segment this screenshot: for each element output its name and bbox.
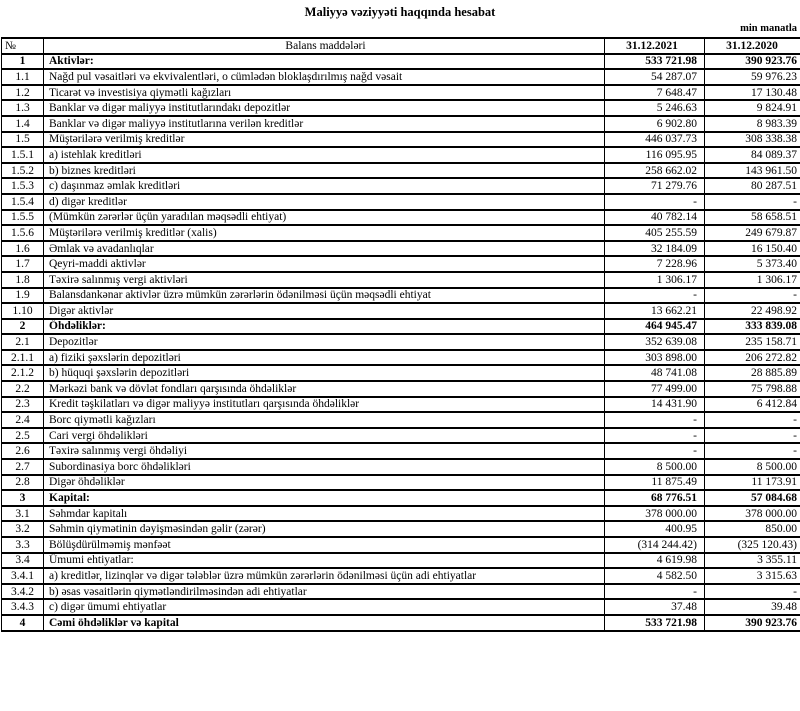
row-value-2021: 4 619.98 [605, 553, 705, 569]
unit-note: min manatla [740, 23, 797, 34]
column-header-items: Balans maddələri [44, 38, 605, 54]
row-number: 1.10 [2, 303, 44, 319]
table-row [2, 459, 800, 475]
row-value-2020: 308 338.38 [705, 132, 800, 148]
table-row [2, 397, 800, 413]
row-value-2021: - [605, 443, 705, 459]
table-row [2, 584, 800, 600]
row-label: Subordinasiya borc öhdəlikləri [44, 459, 605, 475]
row-label: Səhmin qiymətinin dəyişməsindən gəlir (zərər) [44, 521, 605, 537]
row-label: Nağd pul vəsaitləri və ekvivalentləri, o cümlədən bloklaşdırılmış nağd vəsait [44, 69, 605, 85]
row-value-2021: - [605, 412, 705, 428]
row-number: 3.4 [2, 553, 44, 569]
table-row [2, 365, 800, 381]
table-row [2, 334, 800, 350]
row-number: 2.7 [2, 459, 44, 475]
row-value-2021: - [605, 584, 705, 600]
row-number: 1.3 [2, 100, 44, 116]
row-number: 1.6 [2, 241, 44, 257]
row-value-2020: 84 089.37 [705, 147, 800, 163]
row-label: Təxirə salınmış vergi aktivləri [44, 272, 605, 288]
row-number: 1.5.2 [2, 163, 44, 179]
row-value-2020: 57 084.68 [705, 490, 800, 506]
row-value-2021: 54 287.07 [605, 69, 705, 85]
row-value-2020: 22 498.92 [705, 303, 800, 319]
row-value-2020: 17 130.48 [705, 85, 800, 101]
row-value-2020: 249 679.87 [705, 225, 800, 241]
row-label: Aktivlər: [44, 54, 605, 70]
row-label: b) əsas vəsaitlərin qiymətləndirilməsindən adi ehtiyatlar [44, 584, 605, 600]
row-value-2020: 6 412.84 [705, 397, 800, 413]
row-number: 1.8 [2, 272, 44, 288]
table-row [2, 490, 800, 506]
row-value-2020: 390 923.76 [705, 54, 800, 70]
row-label: Təxirə salınmış vergi öhdəliyi [44, 443, 605, 459]
row-label: Səhmdar kapitalı [44, 506, 605, 522]
row-number: 1.5.3 [2, 178, 44, 194]
row-value-2021: 400.95 [605, 521, 705, 537]
row-value-2021: - [605, 288, 705, 304]
table-row [2, 54, 800, 70]
row-number: 1.7 [2, 256, 44, 272]
row-label: a) kreditlər, lizinqlər və digər tələblər üzrə mümkün zərərlərin ödənilməsi üçün adi ehtiyatlar [44, 568, 605, 584]
balance-sheet-table [1, 37, 800, 632]
table-row [2, 288, 800, 304]
page-title: Maliyyə vəziyyəti haqqında hesabat [304, 5, 496, 19]
row-value-2021: 77 499.00 [605, 381, 705, 397]
row-value-2021: 303 898.00 [605, 350, 705, 366]
row-value-2020: - [705, 443, 800, 459]
row-value-2021: 7 648.47 [605, 85, 705, 101]
table-row [2, 241, 800, 257]
row-label: Ticarət və investisiya qiymətli kağızları [44, 85, 605, 101]
row-number: 3.4.3 [2, 599, 44, 615]
row-value-2021: (314 244.42) [605, 537, 705, 553]
row-value-2021: 7 228.96 [605, 256, 705, 272]
row-value-2020: 28 885.89 [705, 365, 800, 381]
row-value-2021: 40 782.14 [605, 210, 705, 226]
row-value-2021: 378 000.00 [605, 506, 705, 522]
row-value-2021: 352 639.08 [605, 334, 705, 350]
row-value-2021: 533 721.98 [605, 54, 705, 70]
row-value-2021: 116 095.95 [605, 147, 705, 163]
table-row [2, 69, 800, 85]
table-row [2, 116, 800, 132]
row-value-2020: 206 272.82 [705, 350, 800, 366]
table-row [2, 85, 800, 101]
column-header-no: № [2, 38, 44, 54]
table-row [2, 272, 800, 288]
row-number: 2.1.2 [2, 365, 44, 381]
row-value-2020: 850.00 [705, 521, 800, 537]
row-number: 2 [2, 319, 44, 335]
row-number: 2.1 [2, 334, 44, 350]
row-number: 2.5 [2, 428, 44, 444]
row-value-2021: 48 741.08 [605, 365, 705, 381]
table-row [2, 319, 800, 335]
row-value-2021: 533 721.98 [605, 615, 705, 631]
row-label: Mərkəzi bank və dövlət fondları qarşısında öhdəliklər [44, 381, 605, 397]
row-value-2020: 390 923.76 [705, 615, 800, 631]
row-label: Bölüşdürülməmiş mənfəət [44, 537, 605, 553]
row-value-2020: 3 315.63 [705, 568, 800, 584]
row-label: Müştərilərə verilmiş kreditlər [44, 132, 605, 148]
row-label: Digər öhdəliklər [44, 475, 605, 491]
row-label: (Mümkün zərərlər üçün yaradılan məqsədli ehtiyat) [44, 210, 605, 226]
row-value-2021: 37.48 [605, 599, 705, 615]
row-value-2020: 3 355.11 [705, 553, 800, 569]
row-value-2020: 5 373.40 [705, 256, 800, 272]
row-value-2021: 14 431.90 [605, 397, 705, 413]
table-row [2, 178, 800, 194]
row-label: Öhdəliklər: [44, 319, 605, 335]
table-header-row [2, 38, 800, 54]
table-row [2, 256, 800, 272]
row-value-2020: 333 839.08 [705, 319, 800, 335]
row-number: 1.4 [2, 116, 44, 132]
row-label: Cəmi öhdəliklər və kapital [44, 615, 605, 631]
table-row [2, 100, 800, 116]
row-value-2020: 39.48 [705, 599, 800, 615]
row-label: Kapital: [44, 490, 605, 506]
column-header-2020: 31.12.2020 [705, 38, 800, 54]
table-row [2, 475, 800, 491]
table-row [2, 194, 800, 210]
row-number: 4 [2, 615, 44, 631]
table-row [2, 443, 800, 459]
row-value-2021: 405 255.59 [605, 225, 705, 241]
row-label: c) daşınmaz əmlak kreditləri [44, 178, 605, 194]
row-value-2021: 446 037.73 [605, 132, 705, 148]
row-value-2020: 1 306.17 [705, 272, 800, 288]
row-label: a) fiziki şəxslərin depozitləri [44, 350, 605, 366]
row-value-2020: - [705, 428, 800, 444]
row-value-2020: - [705, 194, 800, 210]
row-label: Ümumi ehtiyatlar: [44, 553, 605, 569]
row-value-2020: - [705, 288, 800, 304]
row-label: c) digər ümumi ehtiyatlar [44, 599, 605, 615]
row-value-2020: 143 961.50 [705, 163, 800, 179]
row-value-2021: 6 902.80 [605, 116, 705, 132]
row-number: 2.6 [2, 443, 44, 459]
row-label: Müştərilərə verilmiş kreditlər (xalis) [44, 225, 605, 241]
table-row [2, 381, 800, 397]
row-number: 3 [2, 490, 44, 506]
row-value-2021: 5 246.63 [605, 100, 705, 116]
row-number: 1.2 [2, 85, 44, 101]
row-number: 2.2 [2, 381, 44, 397]
row-label: Banklar və digər maliyyə institutlarındakı depozitlər [44, 100, 605, 116]
row-label: Borc qiymətli kağızları [44, 412, 605, 428]
row-number: 2.8 [2, 475, 44, 491]
table-row [2, 428, 800, 444]
row-value-2021: 258 662.02 [605, 163, 705, 179]
table-row [2, 350, 800, 366]
row-number: 2.4 [2, 412, 44, 428]
row-label: a) istehlak kreditləri [44, 147, 605, 163]
table-row [2, 553, 800, 569]
row-value-2020: - [705, 412, 800, 428]
row-number: 3.4.2 [2, 584, 44, 600]
table-row [2, 132, 800, 148]
table-row [2, 225, 800, 241]
table-row [2, 568, 800, 584]
row-value-2021: - [605, 428, 705, 444]
row-value-2020: 235 158.71 [705, 334, 800, 350]
row-number: 1.5.4 [2, 194, 44, 210]
row-label: Depozitlər [44, 334, 605, 350]
table-row [2, 537, 800, 553]
row-value-2020: 80 287.51 [705, 178, 800, 194]
row-value-2020: (325 120.43) [705, 537, 800, 553]
row-number: 1.5.1 [2, 147, 44, 163]
row-number: 1 [2, 54, 44, 70]
row-number: 1.5.5 [2, 210, 44, 226]
table-row [2, 599, 800, 615]
row-label: d) digər kreditlər [44, 194, 605, 210]
row-value-2020: 378 000.00 [705, 506, 800, 522]
row-label: Qeyri-maddi aktivlər [44, 256, 605, 272]
row-value-2020: 58 658.51 [705, 210, 800, 226]
row-value-2020: 8 500.00 [705, 459, 800, 475]
row-value-2021: 13 662.21 [605, 303, 705, 319]
table-row [2, 303, 800, 319]
table-row [2, 412, 800, 428]
row-value-2021: - [605, 194, 705, 210]
row-value-2020: 59 976.23 [705, 69, 800, 85]
table-row [2, 615, 800, 631]
row-value-2021: 11 875.49 [605, 475, 705, 491]
row-value-2020: 75 798.88 [705, 381, 800, 397]
row-number: 1.1 [2, 69, 44, 85]
column-header-2021: 31.12.2021 [605, 38, 705, 54]
table-row [2, 147, 800, 163]
row-value-2021: 4 582.50 [605, 568, 705, 584]
row-label: Cari vergi öhdəlikləri [44, 428, 605, 444]
row-label: Digər aktivlər [44, 303, 605, 319]
table-row [2, 163, 800, 179]
row-label: Kredit təşkilatları və digər maliyyə institutları qarşısında öhdəliklər [44, 397, 605, 413]
row-number: 1.5.6 [2, 225, 44, 241]
row-value-2021: 464 945.47 [605, 319, 705, 335]
row-number: 1.5 [2, 132, 44, 148]
row-label: b) hüquqi şəxslərin depozitləri [44, 365, 605, 381]
row-label: b) biznes kreditləri [44, 163, 605, 179]
row-number: 3.2 [2, 521, 44, 537]
table-row [2, 210, 800, 226]
row-value-2021: 1 306.17 [605, 272, 705, 288]
row-value-2021: 71 279.76 [605, 178, 705, 194]
row-number: 3.3 [2, 537, 44, 553]
table-row [2, 521, 800, 537]
row-number: 1.9 [2, 288, 44, 304]
row-number: 3.1 [2, 506, 44, 522]
row-value-2020: 8 983.39 [705, 116, 800, 132]
row-value-2020: 16 150.40 [705, 241, 800, 257]
row-value-2020: 11 173.91 [705, 475, 800, 491]
row-number: 2.3 [2, 397, 44, 413]
row-label: Balansdankənar aktivlər üzrə mümkün zərərlərin ödənilməsi üçün məqsədli ehtiyat [44, 288, 605, 304]
row-value-2021: 8 500.00 [605, 459, 705, 475]
row-number: 3.4.1 [2, 568, 44, 584]
row-label: Banklar və digər maliyyə institutlarına verilən kreditlər [44, 116, 605, 132]
row-label: Əmlak və avadanlıqlar [44, 241, 605, 257]
row-value-2021: 68 776.51 [605, 490, 705, 506]
row-value-2021: 32 184.09 [605, 241, 705, 257]
table-row [2, 506, 800, 522]
row-value-2020: - [705, 584, 800, 600]
row-number: 2.1.1 [2, 350, 44, 366]
row-value-2020: 9 824.91 [705, 100, 800, 116]
